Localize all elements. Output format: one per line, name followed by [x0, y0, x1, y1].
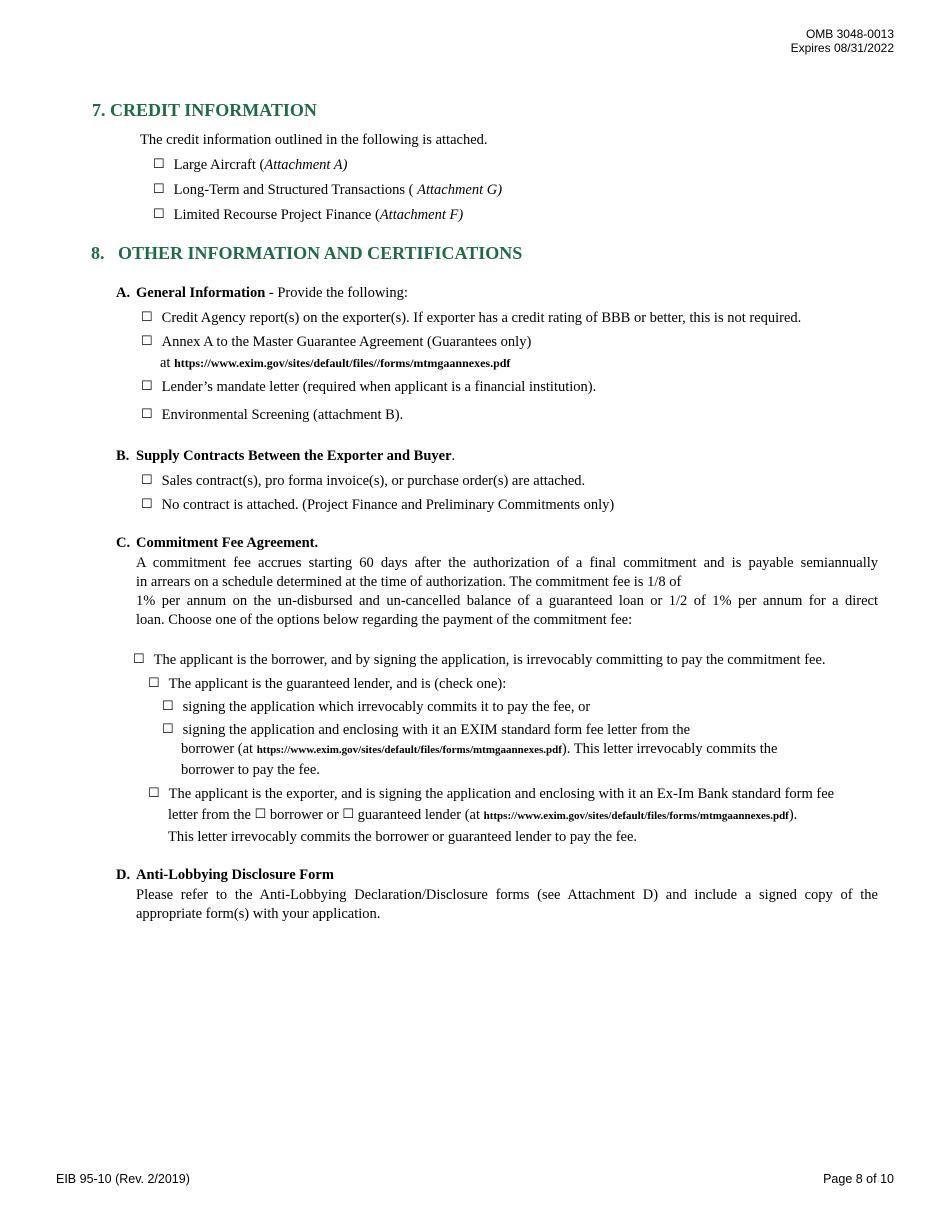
exporter-option-line3: This letter irrevocably commits the borrower or guaranteed lender to pay the fee. [168, 829, 638, 845]
checkbox[interactable]: ☐ [141, 333, 153, 348]
checkbox[interactable]: ☐ [153, 206, 165, 221]
omb-header [791, 27, 894, 55]
section-8-title: 8. OTHER INFORMATION AND CERTIFICATIONS [91, 243, 523, 263]
general-item-environmental: ☐ Environmental Screening (attachment B). [141, 406, 404, 423]
checkbox[interactable]: ☐ [141, 378, 153, 393]
checkbox[interactable]: ☐ [162, 698, 174, 713]
subsection-c-heading: C. Commitment Fee Agreement. [116, 535, 319, 551]
general-item-mandate-letter: ☐ Lender’s mandate letter (required when applicant is a financial institution). [141, 378, 597, 395]
lender-suboption-fee-letter-line2: borrower (at https://www.exim.gov/sites/default/files/forms/mtmgaannexes.pdf). This letter irrevocably commits the [181, 741, 778, 757]
lender-suboption-fee-letter-line3: borrower to pay the fee. [181, 762, 320, 778]
option-applicant-borrower: ☐ The applicant is the borrower, and by signing the application, is irrevocably committing to pay the commitment fee. [133, 651, 826, 668]
checkbox[interactable]: ☐ [141, 472, 153, 487]
checkbox[interactable]: ☐ [153, 181, 165, 196]
fee-letter-url[interactable]: https://www.exim.gov/sites/default/files/forms/mtmgaannexes.pdf [256, 744, 562, 756]
lender-suboption-sign: ☐ signing the application which irrevocably commits it to pay the fee, or [162, 698, 591, 715]
checkbox[interactable]: ☐ [141, 496, 153, 511]
credit-item-large-aircraft: ☐ Large Aircraft (Attachment A) [153, 156, 348, 173]
checkbox[interactable]: ☐ [141, 406, 153, 421]
section-7-title: 7. CREDIT INFORMATION [92, 100, 317, 120]
checkbox[interactable]: ☐ [141, 309, 153, 324]
expiration-date: Expires 08/31/2022 [790, 41, 894, 55]
checkbox[interactable]: ☐ [148, 785, 160, 800]
omb-number: OMB 3048-0013 [805, 27, 894, 41]
option-applicant-lender: ☐ The applicant is the guaranteed lender, and is (check one): [148, 675, 507, 692]
commitment-fee-paragraph: A commitment fee accrues starting 60 days after the authorization of a final commitment and is payable semiannually in arrears on a schedule determined at the time of authorization. The commitment fee is 1/8 of 1% per annum on the un-disbursed and un-cancelled balance of a guaranteed loan or 1/2 of 1% per annum for a direct loan. Choose one of the options below regarding the payment of the commitment fee: [136, 555, 878, 628]
subsection-b-heading: B. Supply Contracts Between the Exporter and Buyer. [116, 448, 456, 464]
subsection-a-heading: A. General Information - Provide the following: [116, 285, 408, 301]
checkbox-guaranteed-lender[interactable]: ☐ [342, 806, 354, 821]
general-item-credit-agency: ☐ Credit Agency report(s) on the exporter(s). If exporter has a credit rating of BBB or better, this is not required. [141, 309, 802, 326]
exporter-fee-letter-url[interactable]: https://www.exim.gov/sites/default/files/forms/mtmgaannexes.pdf [483, 810, 789, 822]
supply-item-contracts-attached: ☐ Sales contract(s), pro forma invoice(s), or purchase order(s) are attached. [141, 472, 586, 489]
checkbox-borrower[interactable]: ☐ [254, 806, 267, 821]
lender-suboption-fee-letter: ☐ signing the application and enclosing with it an EXIM standard form fee letter from the [162, 721, 691, 738]
page-number: Page 8 of 10 [823, 1172, 894, 1186]
annex-a-url[interactable]: https://www.exim.gov/sites/default/files//forms/mtmgaannexes.pdf [174, 356, 511, 370]
credit-item-project-finance: ☐ Limited Recourse Project Finance (Attachment F) [153, 206, 464, 223]
checkbox[interactable]: ☐ [153, 156, 165, 171]
credit-item-long-term: ☐ Long-Term and Structured Transactions ( Attachment G) [153, 181, 503, 198]
subsection-d-heading: D. Anti-Lobbying Disclosure Form [116, 867, 334, 883]
form-id: EIB 95-10 (Rev. 2/2019) [56, 1172, 190, 1186]
anti-lobbying-paragraph: Please refer to the Anti-Lobbying Declaration/Disclosure forms (see Attachment D) and include a signed copy of the appropriate form(s) with your application. [136, 887, 878, 922]
section-7-intro: The credit information outlined in the following is attached. [140, 132, 488, 148]
option-applicant-exporter: ☐ The applicant is the exporter, and is signing the application and enclosing with it an Ex-Im Bank standard form fee [148, 785, 835, 802]
general-item-annex-a: ☐ Annex A to the Master Guarantee Agreement (Guarantees only) [141, 333, 532, 350]
supply-item-no-contract: ☐ No contract is attached. (Project Finance and Preliminary Commitments only) [141, 496, 615, 513]
annex-a-link-line: at https://www.exim.gov/sites/default/files//forms/mtmgaannexes.pdf [160, 355, 511, 371]
checkbox[interactable]: ☐ [162, 721, 174, 736]
checkbox[interactable]: ☐ [133, 651, 145, 666]
checkbox[interactable]: ☐ [148, 675, 160, 690]
exporter-option-line2: letter from the ☐ borrower or ☐ guaranteed lender (at https://www.exim.gov/sites/default/files/forms/mtmgaannexes.pdf). [168, 806, 798, 823]
